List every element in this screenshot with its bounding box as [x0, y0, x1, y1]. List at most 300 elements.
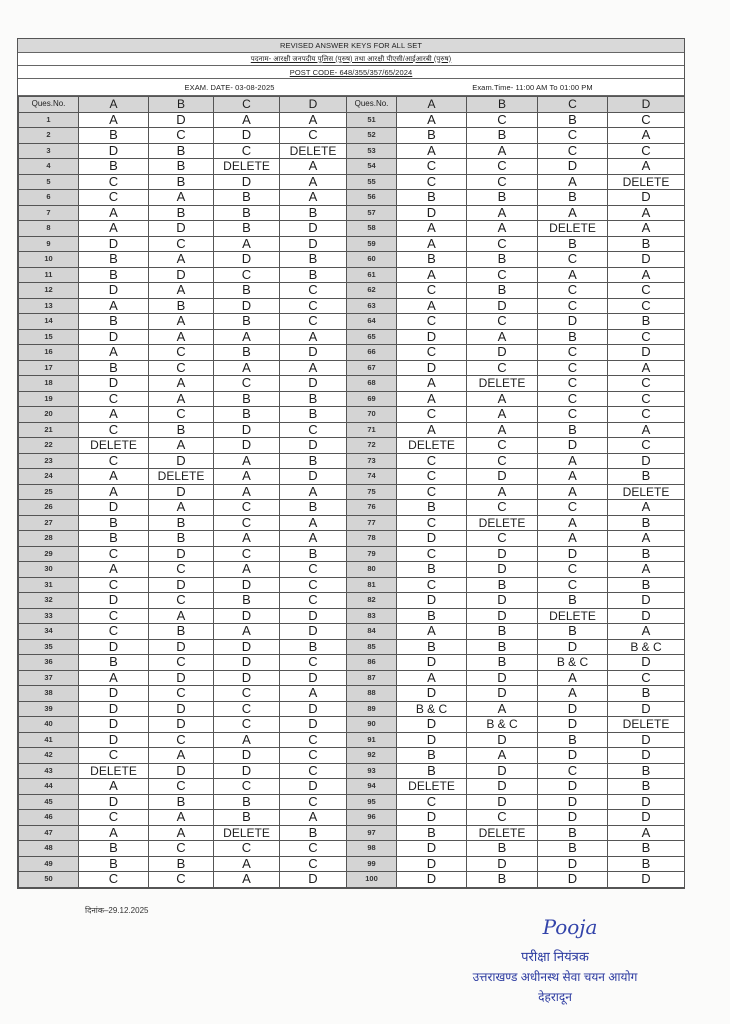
answer-d: C	[608, 391, 685, 407]
answer-c: C	[214, 779, 280, 795]
answer-b: D	[149, 453, 214, 469]
answer-d: B	[608, 515, 685, 531]
answer-a: C	[397, 453, 467, 469]
table-row	[19, 267, 685, 283]
answer-b: D	[149, 577, 214, 593]
answer-c: B	[538, 236, 608, 252]
answer-b: B	[149, 624, 214, 640]
ques-no: 21	[19, 422, 79, 438]
answer-b: C	[467, 531, 538, 547]
answer-a: D	[397, 810, 467, 826]
answer-a: C	[397, 515, 467, 531]
answer-d: B	[280, 825, 347, 841]
answer-d: D	[608, 732, 685, 748]
signature: Pooja	[542, 915, 598, 939]
answer-b: D	[149, 112, 214, 128]
table-row	[19, 236, 685, 252]
answer-key-table	[18, 96, 685, 888]
answer-c: B	[538, 329, 608, 345]
answer-b: C	[149, 236, 214, 252]
answer-a: C	[79, 608, 149, 624]
signatory-organization: उत्तराखण्ड अधीनस्थ सेवा चयन आयोग	[472, 970, 638, 984]
answer-a: A	[79, 205, 149, 221]
answer-c: A	[214, 484, 280, 500]
answer-a: B	[397, 128, 467, 144]
ques-no: 18	[19, 376, 79, 392]
ques-no: 99	[347, 856, 397, 872]
answer-d: B & C	[608, 639, 685, 655]
answer-c: A	[214, 872, 280, 888]
answer-d: A	[280, 112, 347, 128]
answer-c: D	[538, 546, 608, 562]
answer-c: B	[214, 345, 280, 361]
answer-c: C	[538, 391, 608, 407]
answer-a: A	[79, 345, 149, 361]
answer-b: C	[149, 360, 214, 376]
ques-no: 60	[347, 252, 397, 268]
ques-no: 44	[19, 779, 79, 795]
ques-no: 12	[19, 283, 79, 299]
answer-b: A	[149, 608, 214, 624]
answer-a: A	[397, 376, 467, 392]
answer-b: A	[149, 283, 214, 299]
column-header-c: C	[214, 97, 280, 113]
answer-c: D	[214, 438, 280, 454]
answer-c: A	[538, 686, 608, 702]
answer-c: A	[214, 469, 280, 485]
ques-no: 24	[19, 469, 79, 485]
table-row	[19, 438, 685, 454]
answer-a: C	[397, 345, 467, 361]
answer-a: D	[79, 701, 149, 717]
answer-c: D	[538, 779, 608, 795]
answer-b: C	[149, 732, 214, 748]
table-row	[19, 159, 685, 175]
answer-b: A	[467, 748, 538, 764]
table-row	[19, 453, 685, 469]
answer-a: C	[397, 174, 467, 190]
answer-b: A	[467, 143, 538, 159]
answer-a: D	[397, 655, 467, 671]
answer-d: A	[608, 221, 685, 237]
answer-d: D	[608, 453, 685, 469]
ques-no: 27	[19, 515, 79, 531]
answer-a: D	[397, 360, 467, 376]
answer-b: D	[149, 670, 214, 686]
answer-c: C	[214, 546, 280, 562]
ques-no: 38	[19, 686, 79, 702]
answer-a: B	[397, 825, 467, 841]
ques-no: 54	[347, 159, 397, 175]
answer-c: B	[214, 407, 280, 423]
table-row	[19, 221, 685, 237]
answer-d: C	[608, 298, 685, 314]
ques-no: 45	[19, 794, 79, 810]
answer-c: A	[214, 624, 280, 640]
answer-d: A	[280, 686, 347, 702]
answer-b: B	[149, 205, 214, 221]
answer-d: C	[608, 438, 685, 454]
answer-b: B	[467, 624, 538, 640]
ques-no: 93	[347, 763, 397, 779]
answer-c: C	[214, 515, 280, 531]
answer-c: C	[538, 376, 608, 392]
table-row	[19, 779, 685, 795]
answer-d: C	[280, 763, 347, 779]
answer-a: C	[397, 794, 467, 810]
answer-b: C	[149, 128, 214, 144]
answer-b: D	[467, 732, 538, 748]
answer-c: D	[538, 794, 608, 810]
ques-no: 87	[347, 670, 397, 686]
answer-b: C	[467, 810, 538, 826]
answer-a: B	[397, 500, 467, 516]
answer-c: B	[214, 794, 280, 810]
answer-c: C	[538, 562, 608, 578]
answer-d: B	[608, 856, 685, 872]
answer-b: C	[149, 655, 214, 671]
answer-a: B	[79, 159, 149, 175]
issue-date: दिनांक–29.12.2025	[85, 906, 149, 915]
table-row	[19, 639, 685, 655]
answer-c: D	[538, 810, 608, 826]
answer-c: C	[538, 143, 608, 159]
answer-b: B	[149, 174, 214, 190]
answer-c: D	[214, 670, 280, 686]
answer-c: B	[214, 314, 280, 330]
answer-a: A	[79, 670, 149, 686]
table-row	[19, 283, 685, 299]
answer-a: B	[79, 360, 149, 376]
answer-a: A	[79, 112, 149, 128]
answer-b: D	[467, 298, 538, 314]
table-row	[19, 748, 685, 764]
answer-b: B	[149, 531, 214, 547]
column-header-c: C	[538, 97, 608, 113]
answer-c: C	[214, 267, 280, 283]
answer-d: C	[608, 329, 685, 345]
answer-b: B	[467, 128, 538, 144]
answer-c: A	[214, 329, 280, 345]
answer-b: C	[149, 345, 214, 361]
table-row	[19, 794, 685, 810]
answer-d: A	[608, 128, 685, 144]
answer-d: D	[608, 701, 685, 717]
answer-b: D	[467, 469, 538, 485]
ques-no: 1	[19, 112, 79, 128]
answer-c: A	[538, 174, 608, 190]
answer-d: B	[608, 763, 685, 779]
answer-b: B	[467, 283, 538, 299]
answer-b: B	[149, 298, 214, 314]
answer-c: A	[538, 515, 608, 531]
ques-no: 82	[347, 593, 397, 609]
answer-c: D	[538, 159, 608, 175]
answer-d: D	[608, 655, 685, 671]
ques-no: 80	[347, 562, 397, 578]
answer-d: C	[280, 128, 347, 144]
answer-c: B	[214, 205, 280, 221]
answer-a: DELETE	[397, 438, 467, 454]
answer-c: D	[214, 128, 280, 144]
answer-a: D	[79, 686, 149, 702]
answer-b: A	[467, 391, 538, 407]
table-row	[19, 360, 685, 376]
answer-c: C	[214, 376, 280, 392]
table-row	[19, 655, 685, 671]
answer-c: D	[538, 314, 608, 330]
ques-no: 14	[19, 314, 79, 330]
table-row	[19, 252, 685, 268]
answer-c: B	[214, 283, 280, 299]
answer-d: C	[608, 407, 685, 423]
answer-a: DELETE	[79, 763, 149, 779]
answer-b: A	[149, 748, 214, 764]
answer-a: D	[79, 593, 149, 609]
answer-d: C	[280, 748, 347, 764]
answer-b: C	[467, 174, 538, 190]
answer-a: D	[79, 732, 149, 748]
answer-d: A	[280, 159, 347, 175]
answer-d: C	[608, 376, 685, 392]
answer-d: D	[280, 872, 347, 888]
answer-b: D	[467, 686, 538, 702]
ques-no: 63	[347, 298, 397, 314]
answer-b: B & C	[467, 717, 538, 733]
signatory-city: देहरादून	[538, 990, 572, 1004]
ques-no: 71	[347, 422, 397, 438]
answer-d: A	[608, 500, 685, 516]
answer-d: C	[280, 314, 347, 330]
answer-b: C	[467, 500, 538, 516]
answer-a: A	[79, 221, 149, 237]
answer-c: D	[538, 856, 608, 872]
column-header-ques-no: Ques.No.	[19, 97, 79, 113]
answer-a: A	[397, 112, 467, 128]
answer-a: A	[397, 391, 467, 407]
answer-c: D	[214, 174, 280, 190]
answer-d: B	[608, 469, 685, 485]
answer-d: A	[608, 531, 685, 547]
table-row	[19, 484, 685, 500]
ques-no: 49	[19, 856, 79, 872]
ques-no: 28	[19, 531, 79, 547]
answer-a: C	[397, 577, 467, 593]
answer-a: C	[79, 190, 149, 206]
answer-b: DELETE	[467, 376, 538, 392]
answer-a: D	[79, 500, 149, 516]
answer-a: C	[397, 159, 467, 175]
answer-c: C	[538, 345, 608, 361]
answer-d: A	[608, 360, 685, 376]
answer-c: A	[538, 484, 608, 500]
table-row	[19, 577, 685, 593]
answer-a: A	[397, 422, 467, 438]
table-row	[19, 546, 685, 562]
table-row	[19, 717, 685, 733]
answer-a: C	[79, 453, 149, 469]
answer-b: D	[149, 267, 214, 283]
table-row	[19, 856, 685, 872]
answer-b: A	[467, 221, 538, 237]
ques-no: 72	[347, 438, 397, 454]
answer-c: D	[538, 748, 608, 764]
answer-b: D	[467, 546, 538, 562]
answer-b: D	[467, 670, 538, 686]
answer-a: C	[79, 422, 149, 438]
answer-d: B	[280, 252, 347, 268]
answer-b: C	[467, 159, 538, 175]
ques-no: 58	[347, 221, 397, 237]
answer-c: D	[538, 717, 608, 733]
answer-d: D	[608, 593, 685, 609]
answer-c: A	[538, 267, 608, 283]
answer-a: C	[397, 469, 467, 485]
answer-b: B	[149, 143, 214, 159]
answer-a: C	[79, 174, 149, 190]
ques-no: 92	[347, 748, 397, 764]
answer-b: C	[149, 562, 214, 578]
answer-d: D	[280, 236, 347, 252]
table-row	[19, 112, 685, 128]
answer-d: D	[280, 701, 347, 717]
answer-c: A	[538, 453, 608, 469]
column-header-d: D	[280, 97, 347, 113]
answer-a: D	[79, 283, 149, 299]
answer-d: D	[608, 190, 685, 206]
answer-d: C	[608, 283, 685, 299]
answer-d: D	[280, 376, 347, 392]
answer-d: C	[608, 670, 685, 686]
answer-a: D	[397, 205, 467, 221]
answer-b: D	[467, 345, 538, 361]
answer-d: A	[280, 360, 347, 376]
answer-c: DELETE	[214, 825, 280, 841]
answer-a: C	[397, 314, 467, 330]
table-row	[19, 345, 685, 361]
ques-no: 51	[347, 112, 397, 128]
answer-b: D	[467, 608, 538, 624]
ques-no: 64	[347, 314, 397, 330]
table-row	[19, 624, 685, 640]
answer-a: DELETE	[397, 779, 467, 795]
answer-a: A	[79, 825, 149, 841]
answer-c: C	[538, 283, 608, 299]
answer-a: C	[79, 546, 149, 562]
exam-time: Exam.Time- 11:00 AM To 01:00 PM	[472, 82, 593, 92]
answer-c: C	[538, 407, 608, 423]
answer-a: A	[397, 221, 467, 237]
exam-info-row	[18, 79, 684, 96]
answer-a: A	[397, 236, 467, 252]
answer-c: B	[538, 732, 608, 748]
ques-no: 98	[347, 841, 397, 857]
answer-c: B	[538, 841, 608, 857]
table-row	[19, 515, 685, 531]
answer-a: D	[397, 732, 467, 748]
column-header-a: A	[397, 97, 467, 113]
answer-a: B	[79, 267, 149, 283]
answer-d: C	[280, 856, 347, 872]
answer-a: B	[79, 856, 149, 872]
answer-d: C	[280, 655, 347, 671]
answer-b: C	[149, 407, 214, 423]
ques-no: 62	[347, 283, 397, 299]
table-row	[19, 407, 685, 423]
answer-d: B	[608, 546, 685, 562]
ques-no: 31	[19, 577, 79, 593]
ques-no: 15	[19, 329, 79, 345]
answer-b: B	[467, 577, 538, 593]
signatory-designation: परीक्षा नियंत्रक	[521, 949, 589, 964]
answer-c: C	[214, 717, 280, 733]
answer-d: D	[608, 345, 685, 361]
answer-b: A	[149, 810, 214, 826]
answer-c: A	[538, 670, 608, 686]
answer-b: A	[149, 391, 214, 407]
table-row	[19, 422, 685, 438]
ques-no: 35	[19, 639, 79, 655]
answer-b: B	[149, 159, 214, 175]
ques-no: 47	[19, 825, 79, 841]
answer-a: B & C	[397, 701, 467, 717]
ques-no: 73	[347, 453, 397, 469]
answer-b: D	[467, 856, 538, 872]
answer-a: D	[397, 872, 467, 888]
table-row	[19, 143, 685, 159]
answer-b: C	[149, 841, 214, 857]
answer-a: C	[397, 407, 467, 423]
answer-key-sheet	[17, 38, 685, 889]
answer-a: DELETE	[79, 438, 149, 454]
answer-b: C	[467, 453, 538, 469]
post-code: POST CODE- 648/355/357/65/2024	[18, 66, 684, 79]
answer-a: B	[79, 252, 149, 268]
ques-no: 16	[19, 345, 79, 361]
table-row	[19, 825, 685, 841]
answer-d: B	[608, 841, 685, 857]
ques-no: 40	[19, 717, 79, 733]
answer-d: B	[280, 407, 347, 423]
answer-d: D	[280, 670, 347, 686]
exam-date: EXAM. DATE- 03-08-2025	[184, 82, 275, 92]
ques-no: 53	[347, 143, 397, 159]
ques-no: 34	[19, 624, 79, 640]
answer-d: D	[280, 608, 347, 624]
answer-d: A	[608, 205, 685, 221]
ques-no: 56	[347, 190, 397, 206]
answer-d: C	[280, 562, 347, 578]
answer-c: A	[214, 732, 280, 748]
answer-a: B	[397, 763, 467, 779]
answer-a: C	[397, 484, 467, 500]
answer-b: D	[149, 763, 214, 779]
answer-d: A	[608, 159, 685, 175]
answer-a: A	[397, 267, 467, 283]
signature-block	[440, 915, 670, 1005]
answer-b: A	[149, 190, 214, 206]
answer-b: B	[467, 252, 538, 268]
ques-no: 10	[19, 252, 79, 268]
answer-c: C	[538, 763, 608, 779]
ques-no: 67	[347, 360, 397, 376]
answer-d: C	[280, 593, 347, 609]
answer-c: B & C	[538, 655, 608, 671]
answer-b: B	[467, 639, 538, 655]
answer-c: A	[214, 531, 280, 547]
table-row	[19, 732, 685, 748]
ques-no: 2	[19, 128, 79, 144]
